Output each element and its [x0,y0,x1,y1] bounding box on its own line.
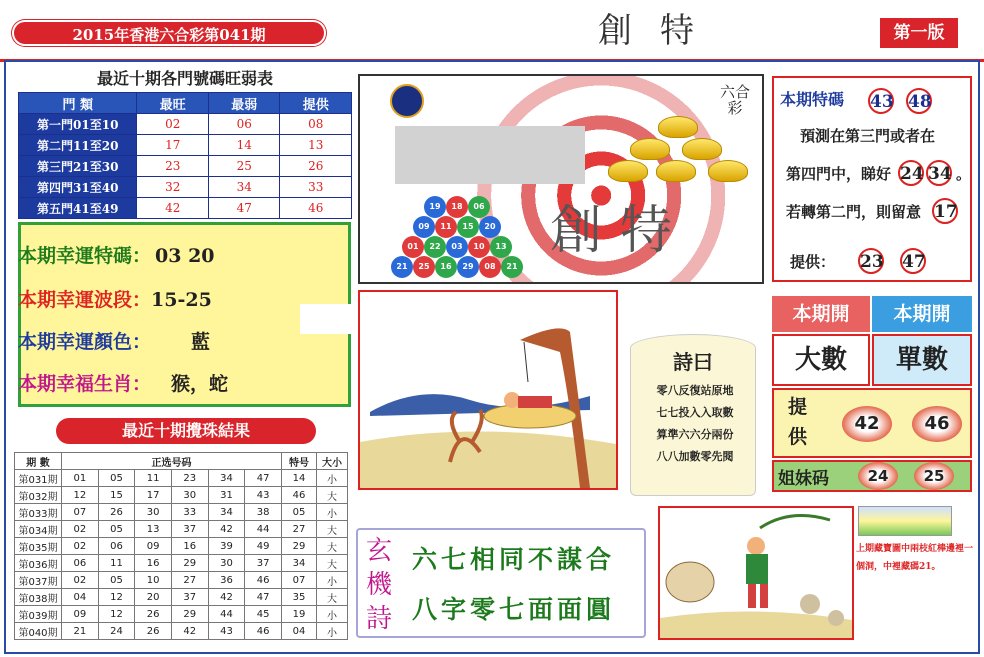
door-cell: 第二門11至20 [19,135,137,156]
number-cell: 33 [171,504,208,521]
give-col-header: 提供 [280,93,352,114]
cold-cell: 34 [208,177,280,198]
prediction-line-4 [790,250,970,274]
poem-line: 算準六六分兩份 [656,428,734,441]
result-row [15,504,348,521]
prediction-number: 34 [926,160,952,186]
prediction-number: 43 [868,88,894,114]
number-cell: 44 [245,521,282,538]
lhc-label: 六合彩 [720,83,751,117]
period-cell: 第035期 [15,538,62,555]
give-cell: 46 [280,198,352,219]
number-cell: 12 [62,487,99,504]
cold-col-header: 最弱 [208,93,280,114]
number-cell: 49 [245,538,282,555]
number-cell: 05 [98,521,135,538]
special-cell: 07 [282,572,317,589]
lucky-special-label: 本期幸運特碼 [18,245,133,267]
colon: ： [132,373,152,395]
poem-line: 零八反復站原地 [656,384,734,397]
size-cell: 大 [317,538,348,555]
number-cell: 09 [135,538,172,555]
prediction-line-3 [786,200,970,224]
number-cell: 47 [245,589,282,606]
size-cell: 大 [317,487,348,504]
special-cell: 19 [282,606,317,623]
special-cell: 14 [282,470,317,487]
door-cell: 第五門41至49 [19,198,137,219]
open-right-value: 單數 [872,334,972,386]
size-cell: 大 [317,555,348,572]
sister-number: 24 [858,462,898,490]
door-row [19,135,352,156]
lottery-ball: 09 [413,216,435,238]
number-cell: 34 [208,470,245,487]
result-row [15,470,348,487]
door-cell: 第四門31至40 [19,177,137,198]
number-cell: 01 [62,470,99,487]
size-cell: 小 [317,572,348,589]
issue-banner: 2015年香港六合彩第041期 [12,20,326,46]
number-cell: 34 [208,504,245,521]
period-cell: 第036期 [15,555,62,572]
number-cell: 42 [208,521,245,538]
page-title: 創特 [598,11,722,51]
prediction-text: 若轉第二門，則留意 [786,203,922,221]
results-title: 最近十期攪珠結果 [56,418,316,444]
period-cell: 第032期 [15,487,62,504]
number-cell: 06 [62,555,99,572]
result-row [15,521,348,538]
size-cell: 大 [317,521,348,538]
sister-number: 25 [914,462,954,490]
lottery-ball: 11 [435,216,457,238]
poem-line: 七七投入入取數 [656,406,734,419]
prediction-number: 23 [858,248,884,274]
lottery-ball: 18 [446,196,468,218]
lottery-ball: 21 [391,256,413,278]
prediction-give-label: 提供： [790,253,836,271]
cold-cell: 25 [208,156,280,177]
treasure-cartoon [658,506,854,640]
edition-badge: 第一版 [880,18,958,48]
period-cell: 第040期 [15,623,62,640]
cold-cell: 14 [208,135,280,156]
lucky-zodiac-value: 猴，蛇 [171,373,229,395]
lucky-special-row [18,240,338,272]
lottery-logo-icon [390,84,424,118]
size-cell: 大 [317,589,348,606]
lottery-ball: 10 [468,236,490,258]
riddle-line-2: 八字零七面面圓 [412,595,616,624]
door-cell: 第一門01至10 [19,114,137,135]
door-row [19,114,352,135]
number-cell: 29 [171,555,208,572]
prediction-number: 17 [932,198,958,224]
lottery-ball: 08 [479,256,501,278]
number-cell: 38 [245,504,282,521]
number-cell: 43 [208,623,245,640]
size-cell: 小 [317,470,348,487]
lucky-zodiac-label: 本期幸福生肖 [18,373,133,395]
prediction-label: 本期特碼 [780,90,845,109]
number-cell: 15 [98,487,135,504]
riddle-label: 玄機詩 [366,536,393,634]
door-col-header: 門 類 [19,93,137,114]
give-label: 提供 [788,396,808,448]
prediction-text: 。 [956,165,972,183]
number-cell: 11 [135,470,172,487]
number-cell: 12 [98,589,135,606]
lottery-ball: 15 [457,216,479,238]
special-cell: 34 [282,555,317,572]
lottery-ball: 13 [490,236,512,258]
gold-ingots-icon [620,116,760,186]
door-table-title: 最近十期各門號碼旺弱表 [96,69,273,88]
colon: ： [132,245,152,267]
special-cell: 35 [282,589,317,606]
hot-cell: 32 [137,177,209,198]
lucky-color-label: 本期幸運顏色 [18,331,133,353]
lottery-ball: 01 [402,236,424,258]
number-cell: 26 [98,504,135,521]
size-cell: 小 [317,504,348,521]
open-right-header: 本期開 [872,296,972,332]
number-cell: 16 [171,538,208,555]
number-cell: 30 [171,487,208,504]
lottery-ball: 21 [501,256,523,278]
number-cell: 16 [135,555,172,572]
result-row [15,589,348,606]
number-cell: 27 [171,572,208,589]
number-cell: 17 [135,487,172,504]
thumbnail-picture [858,506,952,536]
number-cell: 37 [171,589,208,606]
number-cell: 46 [245,572,282,589]
lottery-ball: 16 [435,256,457,278]
lottery-ball: 22 [424,236,446,258]
number-cell: 21 [62,623,99,640]
number-cell: 31 [208,487,245,504]
door-cell: 第三門21至30 [19,156,137,177]
lottery-ball: 20 [479,216,501,238]
result-row [15,623,348,640]
give-cell: 33 [280,177,352,198]
prediction-line-1: 預測在第三門或者在 [800,127,936,145]
lucky-color-value: 藍 [191,331,211,353]
size-col-header: 大小 [317,453,348,470]
special-cell: 29 [282,538,317,555]
number-cell: 11 [98,555,135,572]
number-cell: 30 [135,504,172,521]
lucky-special-value: 03 20 [155,245,215,267]
hot-cell: 02 [137,114,209,135]
hot-cell: 17 [137,135,209,156]
number-cell: 36 [208,572,245,589]
number-cell: 09 [62,606,99,623]
number-cell: 29 [171,606,208,623]
number-cell: 23 [171,470,208,487]
number-cell: 20 [135,589,172,606]
number-cell: 07 [62,504,99,521]
lucky-color-row [18,326,338,358]
treasure-scene-icon [660,508,852,638]
give-number: 46 [912,406,962,442]
give-cell: 26 [280,156,352,177]
results-table [14,452,348,640]
number-cell: 44 [208,606,245,623]
door-row [19,177,352,198]
number-cell: 47 [245,470,282,487]
result-row [15,572,348,589]
open-left-header: 本期開 [772,296,870,332]
give-cell: 13 [280,135,352,156]
hot-cell: 42 [137,198,209,219]
number-cell: 26 [135,606,172,623]
number-cell: 46 [245,623,282,640]
prediction-number: 24 [898,160,924,186]
prediction-head [780,88,970,118]
number-cell: 26 [135,623,172,640]
sister-label: 姐妹码 [778,469,829,489]
lucky-band-label: 本期幸運波段 [18,289,133,311]
result-row [15,555,348,572]
hot-col-header: 最旺 [137,93,209,114]
number-cell: 43 [245,487,282,504]
period-cell: 第039期 [15,606,62,623]
open-left-value: 大數 [772,334,870,386]
door-row [19,156,352,177]
number-cell: 37 [171,521,208,538]
hot-cell: 23 [137,156,209,177]
number-cell: 45 [245,606,282,623]
period-cell: 第033期 [15,504,62,521]
give-cell: 08 [280,114,352,135]
period-col-header: 期 數 [15,453,62,470]
number-cell: 10 [135,572,172,589]
number-cell: 42 [171,623,208,640]
lucky-band-row [18,284,338,316]
number-cell: 24 [98,623,135,640]
cold-cell: 47 [208,198,280,219]
lucky-zodiac-row [18,368,338,400]
size-cell: 小 [317,623,348,640]
special-cell: 05 [282,504,317,521]
lottery-ball: 29 [457,256,479,278]
numbers-col-header: 正选号码 [62,453,282,470]
number-cell: 02 [62,538,99,555]
cartoon-picture [358,290,618,490]
special-cell: 27 [282,521,317,538]
number-cell: 13 [135,521,172,538]
period-cell: 第038期 [15,589,62,606]
period-cell: 第031期 [15,470,62,487]
door-row [19,198,352,219]
big-small-panel [772,296,972,492]
number-cell: 02 [62,521,99,538]
period-cell: 第034期 [15,521,62,538]
door-table [18,92,352,219]
lucky-band-value: 15-25 [151,289,212,311]
number-cell: 12 [98,606,135,623]
lottery-ball: 19 [424,196,446,218]
prediction-text: 睇好 [861,165,892,183]
lottery-ball: 03 [446,236,468,258]
lottery-balls [372,196,518,282]
poem-lines [640,380,750,468]
number-cell: 02 [62,572,99,589]
lottery-ball: 06 [468,196,490,218]
result-row [15,606,348,623]
special-col-header: 特号 [282,453,317,470]
poem-title: 詩曰 [673,350,713,374]
note-text: 上期藏寶圖中兩枝紅棒邊裡一個洞，中裡藏碼21。 [856,544,974,572]
number-cell: 04 [62,589,99,606]
number-cell: 30 [208,555,245,572]
size-cell: 小 [317,606,348,623]
poem-line: 八八加數零先閱 [656,450,734,463]
number-cell: 05 [98,470,135,487]
prediction-number: 48 [906,88,932,114]
picture-big-text: 創特 [550,201,691,261]
prediction-text: 第四門中， [786,165,862,183]
result-row [15,538,348,555]
number-cell: 39 [208,538,245,555]
give-number: 42 [842,406,892,442]
period-cell: 第037期 [15,572,62,589]
riddle-line-1: 六七相同不謀合 [412,545,616,574]
number-cell: 42 [208,589,245,606]
number-cell: 06 [98,538,135,555]
colon: ： [132,289,152,311]
result-row [15,487,348,504]
special-cell: 46 [282,487,317,504]
cartoon-scene-icon [360,292,616,488]
blank-patch [395,126,585,184]
special-cell: 04 [282,623,317,640]
prediction-line-2 [786,162,970,186]
prediction-number: 47 [900,248,926,274]
number-cell: 37 [245,555,282,572]
lottery-ball: 25 [413,256,435,278]
cold-cell: 06 [208,114,280,135]
number-cell: 05 [98,572,135,589]
colon: ： [132,331,152,353]
